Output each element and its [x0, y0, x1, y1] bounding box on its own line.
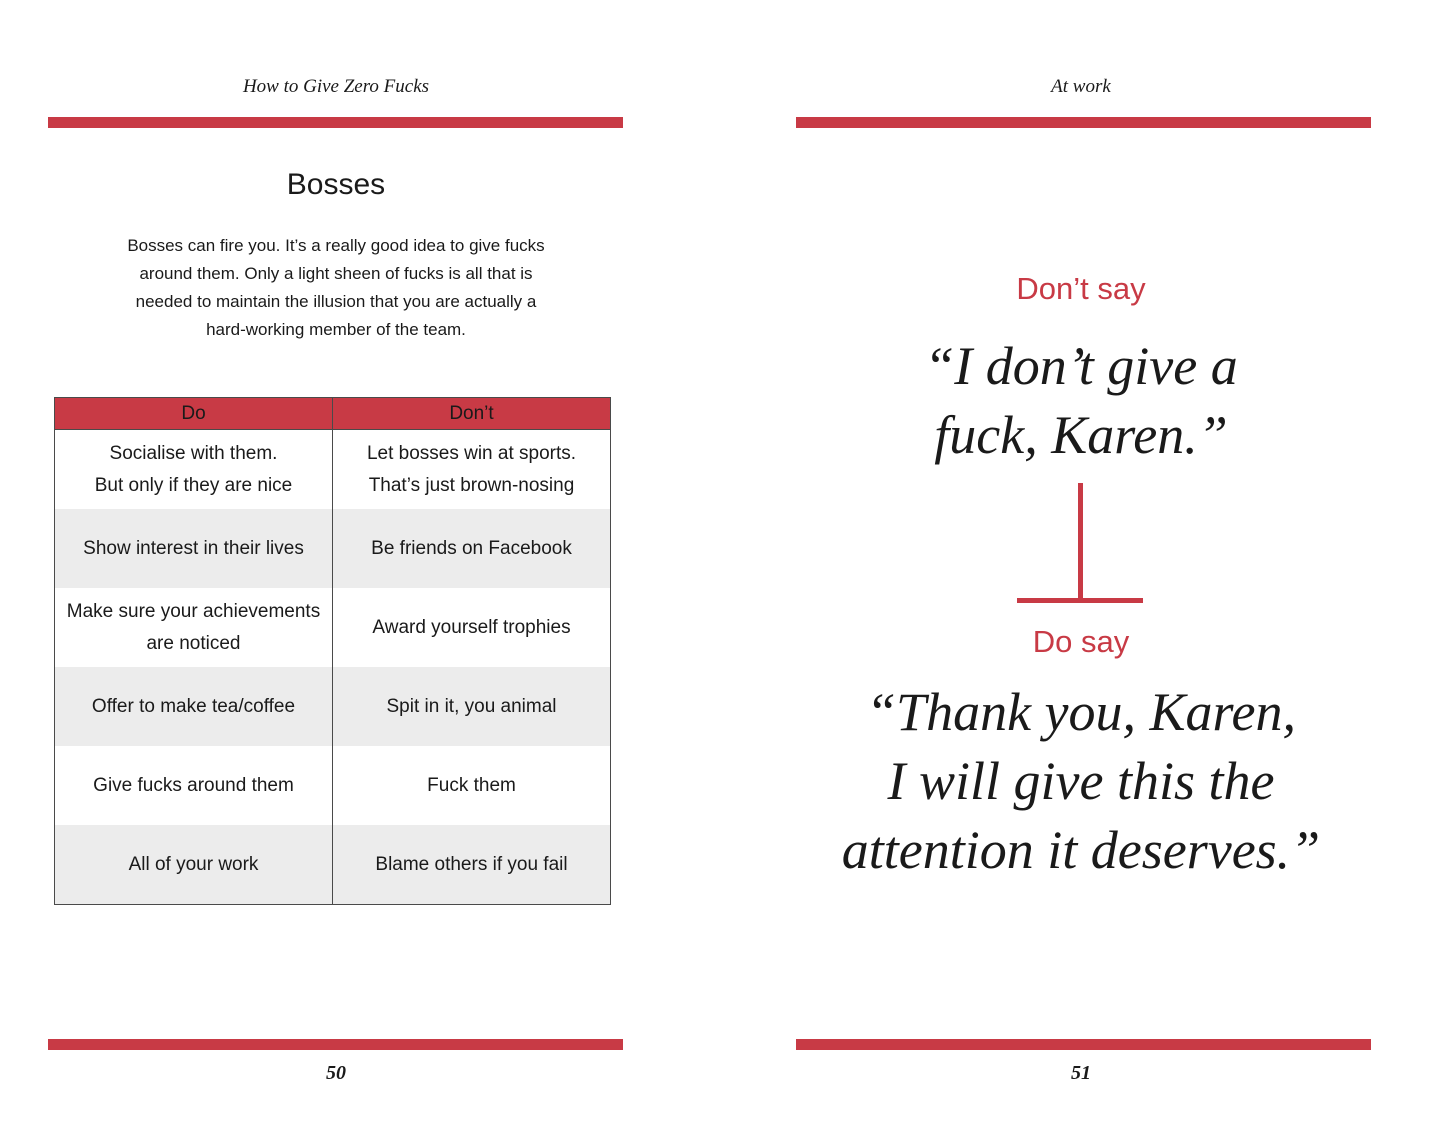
header-dont: Don’t: [449, 402, 494, 424]
do-cell: [55, 746, 333, 825]
do-cell: [55, 667, 333, 746]
intro-line: Bosses can fire you. It’s a really good idea to give fucks: [127, 236, 545, 255]
table-row: [55, 509, 610, 588]
table-header-row: [55, 398, 610, 430]
page-number-right: 51: [1071, 1062, 1091, 1084]
do-cell: [55, 509, 333, 588]
cell-line: Socialise with them.: [109, 442, 278, 464]
cell-line: Let bosses win at sports.: [366, 442, 577, 464]
quote-line: attention it deserves.”: [841, 820, 1321, 880]
header-do: Do: [55, 398, 333, 429]
dont-cell: [333, 746, 610, 825]
table-row: [55, 430, 610, 509]
intro-paragraph: [110, 232, 562, 344]
do-cell: [55, 825, 333, 904]
cell-line: Spit in it, you animal: [386, 695, 557, 717]
quote-line: “I don’t give a: [924, 336, 1238, 396]
bottom-rule-left: [48, 1039, 623, 1050]
cell-line: Be friends on Facebook: [371, 537, 572, 559]
cell-line: Offer to make tea/coffee: [91, 695, 296, 717]
quote-line: “Thank you, Karen,: [866, 682, 1296, 742]
dont-cell: [333, 588, 610, 667]
intro-line: hard-working member of the team.: [206, 320, 466, 339]
cell-line: All of your work: [128, 853, 259, 875]
cell-line: Blame others if you fail: [375, 853, 568, 875]
cell-line: Award yourself trophies: [372, 616, 571, 638]
left-page: [0, 0, 722, 1137]
connector-stem: [1078, 483, 1083, 603]
quote-line: I will give this the: [887, 751, 1275, 811]
do-cell: [55, 588, 333, 667]
right-page: [723, 0, 1445, 1137]
dont-say-label: Don’t say: [1016, 271, 1146, 306]
cell-line: Show interest in their lives: [83, 537, 304, 559]
cell-line: Make sure your achievements: [66, 600, 321, 622]
dont-cell: [333, 509, 610, 588]
connector-base: [1017, 598, 1143, 603]
do-cell: [55, 430, 333, 509]
dont-cell: [333, 825, 610, 904]
cell-line: But only if they are nice: [94, 474, 293, 496]
dont-cell: [333, 667, 610, 746]
table-row: [55, 825, 610, 904]
table-row: [55, 746, 610, 825]
dont-cell: [333, 430, 610, 509]
intro-line: around them. Only a light sheen of fucks is all that is: [139, 264, 533, 283]
cell-line: That’s just brown-nosing: [368, 474, 575, 496]
table-row: [55, 588, 610, 667]
do-say-label: Do say: [1032, 624, 1130, 659]
section-title: Bosses: [286, 168, 386, 201]
dont-say-quote: [720, 332, 1442, 470]
do-say-quote: [720, 678, 1442, 885]
table-row: [55, 667, 610, 746]
quote-line: fuck, Karen.”: [934, 405, 1228, 465]
page-number-left: 50: [326, 1062, 346, 1084]
intro-line: needed to maintain the illusion that you are actually a: [135, 292, 537, 311]
cell-line: Give fucks around them: [93, 774, 294, 796]
cell-line: are noticed: [146, 632, 241, 654]
running-head-right: At work: [1051, 76, 1111, 97]
running-head-left: How to Give Zero Fucks: [242, 76, 430, 97]
do-dont-table: [54, 397, 611, 905]
bottom-rule-right: [796, 1039, 1371, 1050]
top-rule-left: [48, 117, 623, 128]
cell-line: Fuck them: [427, 774, 516, 796]
top-rule-right: [796, 117, 1371, 128]
